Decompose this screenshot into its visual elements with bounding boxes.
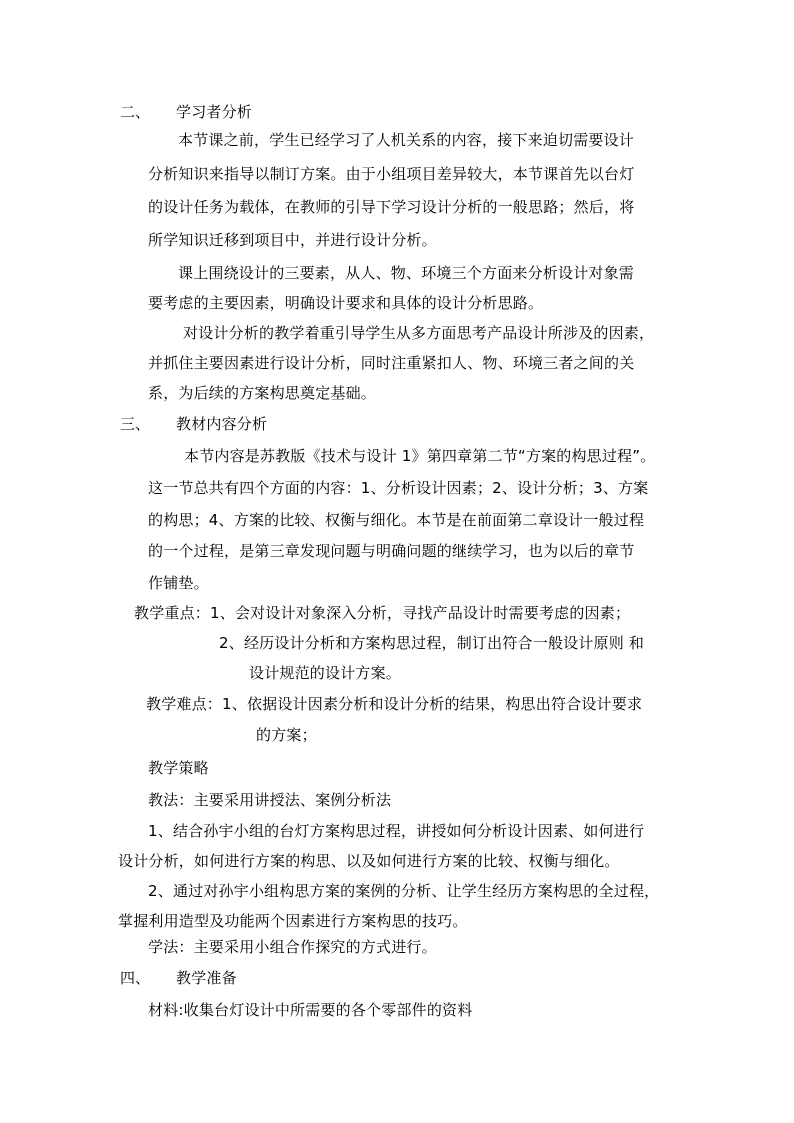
section-3-number: 三、 bbox=[120, 415, 151, 433]
section-2-p3-line2: 并抓住主要因素进行设计分析，同时注重紧扣人、物、环境三者之间的关 bbox=[148, 354, 635, 372]
section-3-p1-line2: 这一节总共有四个方面的内容：1、分析设计因素；2、设计分析；3、方案 bbox=[148, 479, 649, 497]
section-2-p3-line1: 对设计分析的教学着重引导学生从多方面思考产品设计所涉及的因素， bbox=[183, 324, 655, 342]
section-2-number: 二、 bbox=[120, 103, 151, 121]
section-4-title: 教学准备 bbox=[176, 969, 237, 987]
key-points-line3: 设计规范的设计方案。 bbox=[249, 664, 402, 682]
section-3-p1-line4: 的一个过程，是第三章发现问题与明确问题的继续学习，也为以后的章节 bbox=[148, 542, 635, 560]
strategy-method: 教法：主要采用讲授法、案例分析法 bbox=[148, 791, 392, 809]
section-2-p2-line2: 要考虑的主要因素，明确设计要求和具体的设计分析思路。 bbox=[148, 294, 544, 312]
difficulties-line2: 的方案； bbox=[256, 726, 317, 744]
section-2-p1-line3: 的设计任务为载体，在教师的引导下学习设计分析的一般思路；然后，将 bbox=[148, 198, 635, 216]
section-2-p1-line2: 分析知识来指导以制订方案。由于小组项目差异较大，本节课首先以台灯 bbox=[148, 165, 635, 183]
strategy-item2-line2: 掌握利用造型及功能两个因素进行方案构思的技巧。 bbox=[118, 912, 468, 930]
section-3-p1-line3: 的构思；4、方案的比较、权衡与细化。本节是在前面第二章设计一般过程 bbox=[148, 511, 645, 529]
section-2-p1-line4: 所学知识迁移到项目中，并进行设计分析。 bbox=[148, 231, 437, 249]
section-4-number: 四、 bbox=[120, 969, 151, 987]
strategy-item1-line1: 1、结合孙宇小组的台灯方案构思过程，讲授如何分析设计因素、如何进行 bbox=[148, 822, 645, 840]
section-4-materials: 材料:收集台灯设计中所需要的各个零部件的资料 bbox=[148, 1001, 473, 1019]
difficulties-line1: 教学难点：1、依据设计因素分析和设计分析的结果，构思出符合设计要求 bbox=[146, 695, 643, 713]
key-points-line1: 教学重点：1、会对设计对象深入分析，寻找产品设计时需要考虑的因素； bbox=[134, 604, 631, 622]
section-3-p1-line1: 本节内容是苏教版《技术与设计 1》第四章第二节“方案的构思过程”。 bbox=[184, 447, 656, 465]
strategy-learning: 学法：主要采用小组合作探究的方式进行。 bbox=[148, 938, 437, 956]
section-2-p1-line1: 本节课之前，学生已经学习了人机关系的内容，接下来迫切需要设计 bbox=[178, 131, 635, 149]
strategy-item2-line1: 2、通过对孙宇小组构思方案的案例的分析、让学生经历方案构思的全过程， bbox=[148, 882, 660, 900]
strategy-item1-line2: 设计分析，如何进行方案的构思、以及如何进行方案的比较、权衡与细化。 bbox=[118, 852, 620, 870]
strategy-title: 教学策略 bbox=[148, 759, 209, 777]
section-2-p3-line3: 系，为后续的方案构思奠定基础。 bbox=[148, 384, 377, 402]
section-3-title: 教材内容分析 bbox=[176, 415, 268, 433]
section-3-p1-line5: 作铺垫。 bbox=[148, 574, 209, 592]
section-2-title: 学习者分析 bbox=[176, 103, 253, 121]
key-points-line2: 2、经历设计分析和方案构思过程，制订出符合一般设计原则 和 bbox=[219, 634, 645, 652]
section-2-p2-line1: 课上围绕设计的三要素，从人、物、环境三个方面来分析设计对象需 bbox=[178, 264, 635, 282]
